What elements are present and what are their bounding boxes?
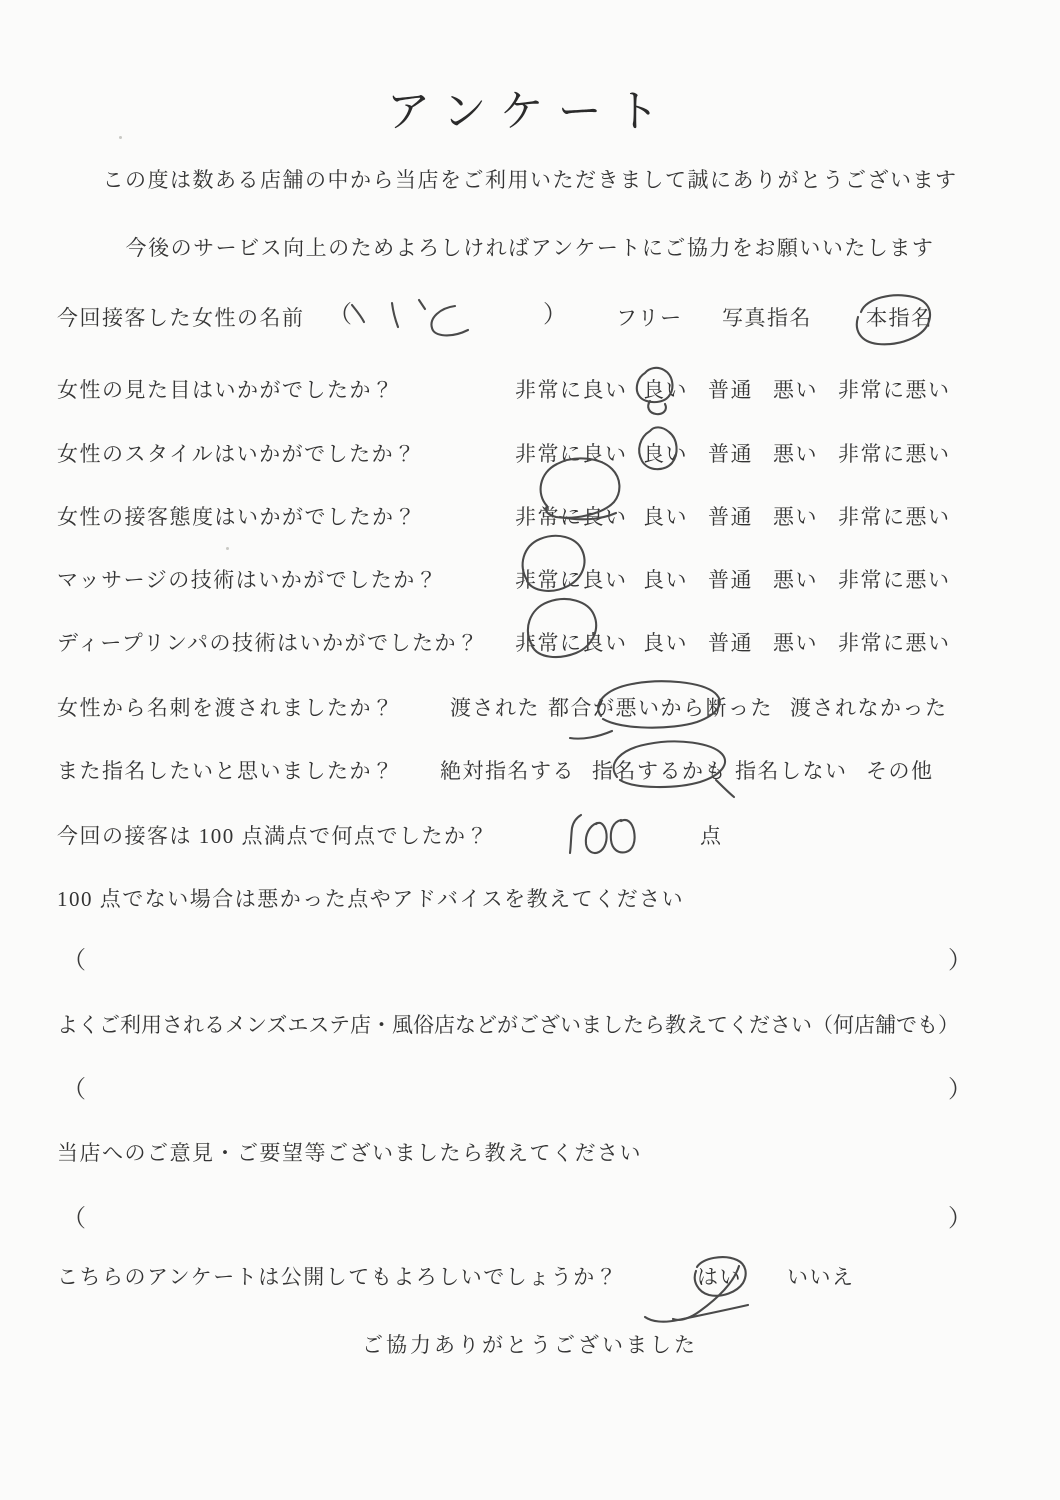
option-bad: 悪い bbox=[773, 568, 818, 592]
question-label: 女性から名刺を渡されましたか？ bbox=[57, 696, 395, 720]
question-feedback: 当店へのご意見・ご要望等ございましたら教えてください bbox=[57, 1141, 642, 1165]
option-no: いいえ bbox=[787, 1265, 855, 1289]
question-label: 今回の接客は 100 点満点で何点でしたか？ bbox=[57, 824, 489, 848]
option-very-good: 非常に良い bbox=[515, 442, 628, 466]
option-good: 良い bbox=[643, 505, 688, 529]
option-other: その他 bbox=[866, 759, 934, 783]
option-not-received: 渡されなかった bbox=[790, 696, 948, 720]
page-title: アンケート bbox=[386, 87, 674, 136]
option-very-good: 非常に良い bbox=[515, 631, 628, 655]
option-very-bad: 非常に悪い bbox=[838, 378, 951, 402]
option-hon-shimei: 本指名 bbox=[866, 306, 934, 330]
option-declined: 都合が悪いから断った bbox=[548, 696, 773, 720]
question-label: 女性の見た目はいかがでしたか？ bbox=[57, 378, 395, 402]
option-yes: はい bbox=[697, 1265, 742, 1289]
question-label: 女性の接客態度はいかがでしたか？ bbox=[57, 505, 417, 529]
option-very-bad: 非常に悪い bbox=[838, 568, 951, 592]
answer-open-paren: （ bbox=[62, 1077, 86, 1103]
option-no: 指名しない bbox=[735, 759, 848, 783]
score-unit-label: 点 bbox=[700, 824, 723, 848]
question-label: 女性のスタイルはいかがでしたか？ bbox=[57, 442, 417, 466]
option-very-good: 非常に良い bbox=[515, 568, 628, 592]
scan-speckle bbox=[119, 136, 122, 139]
option-normal: 普通 bbox=[708, 631, 753, 655]
option-bad: 悪い bbox=[773, 442, 818, 466]
answer-open-paren: （ bbox=[62, 1206, 86, 1232]
option-normal: 普通 bbox=[708, 568, 753, 592]
option-normal: 普通 bbox=[708, 442, 753, 466]
option-good: 良い bbox=[643, 568, 688, 592]
option-very-good: 非常に良い bbox=[515, 378, 628, 402]
option-definitely: 絶対指名する bbox=[440, 759, 575, 783]
open-paren: （ bbox=[328, 302, 352, 328]
close-paren: ） bbox=[543, 302, 567, 328]
option-bad: 悪い bbox=[773, 631, 818, 655]
option-maybe: 指名するかも bbox=[592, 759, 727, 783]
scan-speckle bbox=[226, 547, 229, 550]
question-other-shops: よくご利用されるメンズエステ店・風俗店などがございましたら教えてください（何店舗でも） bbox=[57, 1013, 959, 1037]
answer-close-paren: ） bbox=[948, 948, 972, 974]
option-photo-shimei: 写真指名 bbox=[722, 306, 812, 330]
option-bad: 悪い bbox=[773, 505, 818, 529]
option-normal: 普通 bbox=[708, 378, 753, 402]
question-advice: 100 点でない場合は悪かった点やアドバイスを教えてください bbox=[57, 887, 685, 911]
answer-close-paren: ） bbox=[948, 1077, 972, 1103]
option-received: 渡された bbox=[450, 696, 540, 720]
handwritten-score-100 bbox=[570, 815, 635, 853]
question-label: また指名したいと思いましたか？ bbox=[57, 759, 395, 783]
answer-close-paren: ） bbox=[948, 1206, 972, 1232]
option-bad: 悪い bbox=[773, 378, 818, 402]
answer-open-paren: （ bbox=[62, 948, 86, 974]
handwritten-name-strokes bbox=[352, 300, 468, 335]
option-very-bad: 非常に悪い bbox=[838, 631, 951, 655]
intro-line-2: 今後のサービス向上のためよろしければアンケートにご協力をお願いいたします bbox=[125, 236, 935, 260]
option-good: 良い bbox=[643, 442, 688, 466]
question-label: 今回接客した女性の名前 bbox=[57, 306, 305, 330]
intro-line-1: この度は数ある店舗の中から当店をご利用いただきまして誠にありがとうございます bbox=[102, 168, 958, 192]
option-very-bad: 非常に悪い bbox=[838, 442, 951, 466]
closing-line: ご協力ありがとうございました bbox=[362, 1333, 698, 1357]
question-label: マッサージの技術はいかがでしたか？ bbox=[57, 568, 439, 592]
option-good: 良い bbox=[643, 631, 688, 655]
option-very-bad: 非常に悪い bbox=[838, 505, 951, 529]
option-normal: 普通 bbox=[708, 505, 753, 529]
question-label: こちらのアンケートは公開してもよろしいでしょうか？ bbox=[57, 1265, 619, 1289]
option-free: フリー bbox=[616, 306, 683, 330]
option-very-good: 非常に良い bbox=[515, 505, 628, 529]
question-label: ディープリンパの技術はいかがでしたか？ bbox=[57, 631, 480, 655]
option-good: 良い bbox=[643, 378, 688, 402]
